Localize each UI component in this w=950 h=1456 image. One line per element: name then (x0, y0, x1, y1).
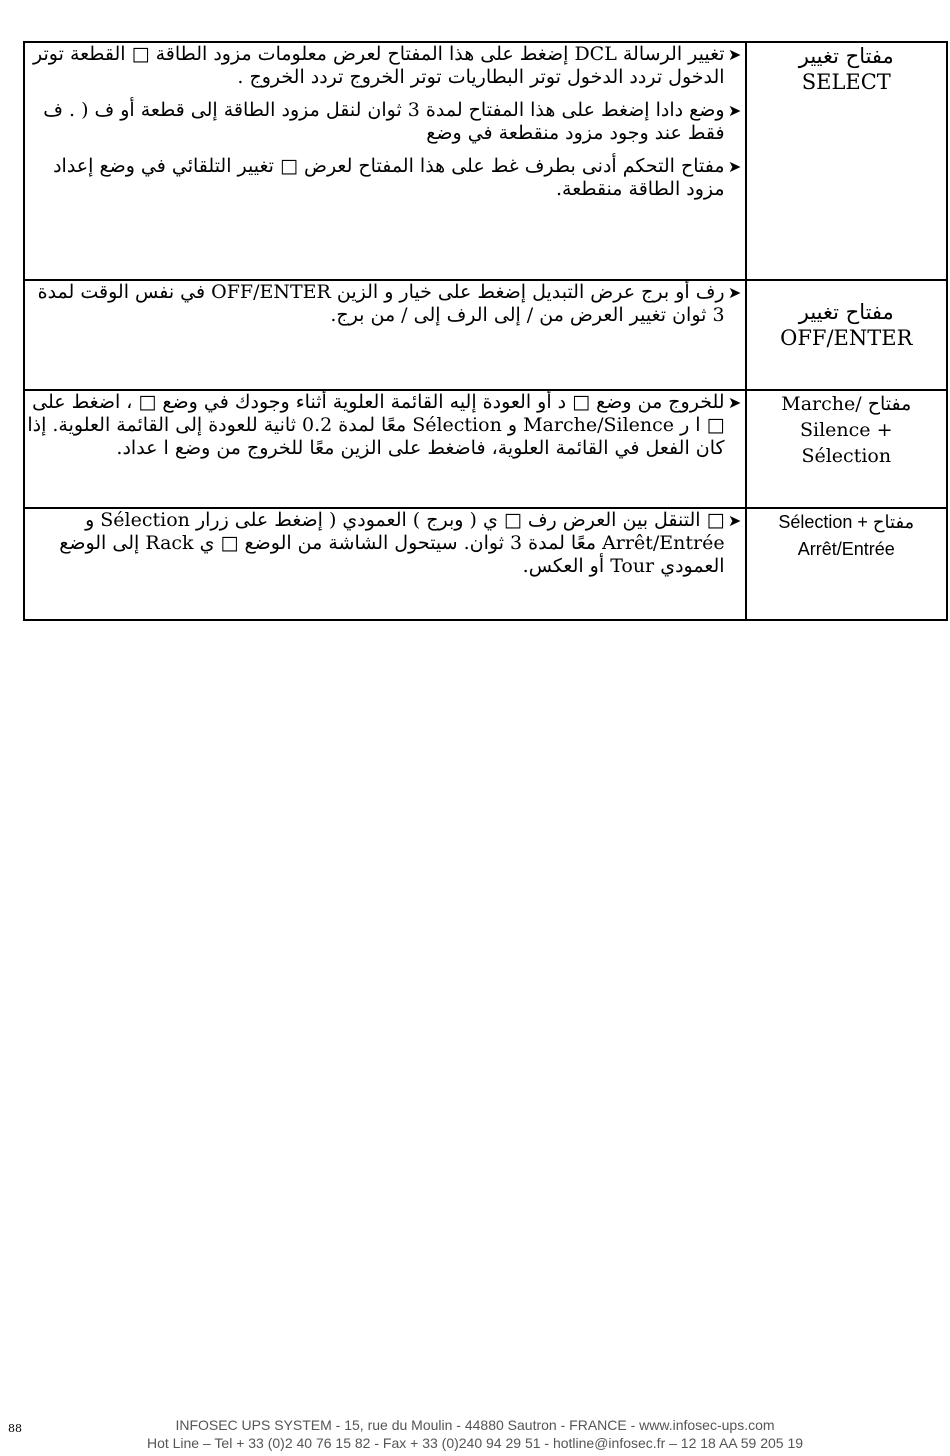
key-name-line: مفتاح تغيير (798, 44, 894, 68)
key-name-line: Arrêt/Entrée (797, 539, 895, 559)
list-item (25, 99, 745, 145)
key-name-cell (746, 280, 947, 390)
list-item (25, 509, 745, 578)
list-item (25, 43, 745, 89)
key-name-line: Sélection (801, 445, 892, 467)
arrow-bullet-icon: ➤ (727, 101, 742, 120)
list-item (25, 155, 745, 201)
key-name-line: + Silence (800, 419, 893, 441)
bullet-text: وضع دادا إضغط على هذا المفتاح لمدة 3 ثوان لنقل مزود الطاقة إلى قطعة أو ف ( . ف فقط عند وجود مزود منقطعة في وضع (43, 99, 725, 144)
description-cell (24, 280, 746, 390)
table-row (24, 42, 947, 280)
arrow-bullet-icon: ➤ (727, 511, 742, 530)
table-row (24, 508, 947, 620)
description-cell (24, 390, 746, 508)
page-number: 88 (8, 1422, 22, 1435)
arrow-bullet-icon: ➤ (727, 157, 742, 176)
bullet-text: رف أو برج عرض التبديل إضغط على خيار و الزين OFF/ENTER في نفس الوقت لمدة 3 ثوان تغيير العرض من / إلى الرف إلى / من برج. (37, 281, 725, 326)
instructions-table (23, 41, 948, 621)
key-name-cell (746, 508, 947, 620)
list-item (25, 391, 745, 460)
list-item (25, 281, 745, 327)
key-name-line: مفتاح + Sélection (778, 512, 915, 532)
arrow-bullet-icon: ➤ (727, 283, 742, 302)
description-cell (24, 42, 746, 280)
bullet-text: للخروج من وضع □ د أو العودة إليه القائمة العلوية أثناء وجودك في وضع □ ، اضغط على □ ا ر Marche/Silence و Sélection معًا لمدة 0.2 ثانية للعودة إلى القائمة العلوية. إذا كان الفعل في القائمة العلوية، فاضغط على الزين معًا للخروج من وضع ا عداد. (27, 391, 725, 459)
footer-company-line: INFOSEC UPS SYSTEM - 15, rue du Moulin - 44880 Sautron - FRANCE - www.infosec-ups.com (175, 1417, 775, 1433)
table-row (24, 280, 947, 390)
key-name-cell (746, 42, 947, 280)
bullet-text: تغيير الرسالة DCL إضغط على هذا المفتاح لعرض معلومات مزود الطاقة □ القطعة توتر الدخول تردد الدخول توتر البطاريات توتر الخروج تردد الخروج . (33, 43, 725, 88)
bullet-text: مفتاح التحكم أدنى بطرف غط على هذا المفتاح لعرض □ تغيير التلقائي في وضع إعداد مزود الطاقة منقطعة. (53, 155, 725, 200)
description-cell (24, 508, 746, 620)
key-name-line: SELECT (801, 70, 891, 94)
arrow-bullet-icon: ➤ (727, 45, 742, 64)
table-row (24, 390, 947, 508)
key-name-line: OFF/ENTER (780, 326, 913, 350)
arrow-bullet-icon: ➤ (727, 393, 742, 412)
key-name-cell (746, 390, 947, 508)
bullet-text: □ التنقل بين العرض رف □ ي ( وبرج ) العمودي ( إضغط على زرار Sélection و Arrêt/Entrée معًا لمدة 3 ثوان. سيتحول الشاشة من الوضع □ ي Rack إلى الوضع العمودي Tour أو العكس. (59, 509, 725, 577)
key-name-line: مفتاح /Marche (781, 393, 912, 415)
key-name-line: مفتاح تغيير (798, 300, 894, 324)
footer-hotline-line: Hot Line – Tel + 33 (0)2 40 76 15 82 - Fax + 33 (0)240 94 29 51 - hotline@infosec.fr – 12 18 AA 59 205 19 (146, 1435, 804, 1451)
